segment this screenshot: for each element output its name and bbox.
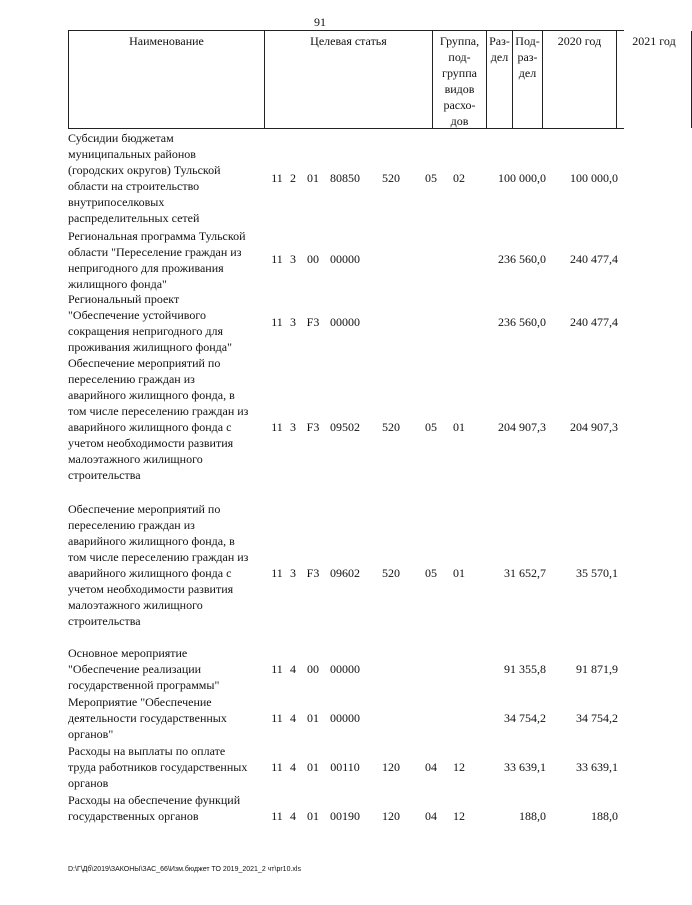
section-code: 04 [425, 809, 437, 823]
target-part-4: 09602 [330, 566, 360, 580]
subsection-code: 12 [453, 760, 465, 774]
value-2021: 34 754,2 [576, 711, 618, 725]
row-name: Региональный проект "Обеспечение устойчивого сокращения непригодного для проживания жилищного фонда" [68, 292, 232, 354]
value-2021: 35 570,1 [576, 566, 618, 580]
header-group [432, 31, 486, 128]
value-2020: 188,0 [519, 809, 546, 823]
target-part-3: 00 [307, 662, 319, 676]
target-part-1: 11 [271, 711, 283, 725]
target-part-1: 11 [271, 171, 283, 185]
row-name: Расходы на выплаты по оплате труда работников государственных органов [68, 744, 248, 790]
target-part-3: 01 [307, 809, 319, 823]
target-part-1: 11 [271, 315, 283, 329]
subsection-code: 02 [453, 171, 465, 185]
target-part-4: 00190 [330, 809, 360, 823]
row-name: Субсидии бюджетам муниципальных районов (городских округов) Тульской области на строительство внутрипоселковых распределительных сетей [68, 131, 221, 225]
header-subsection-label: Под- раз- дел [515, 34, 540, 80]
value-2021: 240 477,4 [570, 315, 618, 329]
value-2021: 188,0 [591, 809, 618, 823]
header-target-label: Целевая статья [310, 34, 387, 48]
header-name [68, 31, 264, 128]
target-part-2: 3 [290, 252, 296, 266]
value-2021: 91 871,9 [576, 662, 618, 676]
target-part-3: F3 [306, 566, 320, 580]
header-section-label: Раз- дел [489, 34, 510, 64]
target-part-1: 11 [271, 566, 283, 580]
group-code: 520 [382, 566, 400, 580]
value-2021: 204 907,3 [570, 420, 618, 434]
value-2021: 33 639,1 [576, 760, 618, 774]
target-part-3: 01 [307, 171, 319, 185]
target-part-4: 00000 [330, 252, 360, 266]
target-part-4: 00000 [330, 662, 360, 676]
target-part-3: 00 [307, 252, 319, 266]
section-code: 05 [425, 171, 437, 185]
value-2020: 204 907,3 [498, 420, 546, 434]
subsection-code: 01 [453, 420, 465, 434]
header-target [264, 31, 432, 128]
row-name: Мероприятие "Обеспечение деятельности государственных органов" [68, 695, 227, 741]
target-part-2: 4 [290, 809, 296, 823]
target-part-2: 3 [290, 315, 296, 329]
value-2020: 34 754,2 [504, 711, 546, 725]
target-part-2: 4 [290, 662, 296, 676]
subsection-code: 01 [453, 566, 465, 580]
value-2020: 100 000,0 [498, 171, 546, 185]
row-name: Расходы на обеспечение функций государственных органов [68, 793, 241, 823]
header-subsection [512, 31, 542, 128]
section-code: 05 [425, 566, 437, 580]
target-part-1: 11 [271, 420, 283, 434]
group-code: 120 [382, 809, 400, 823]
header-group-label: Группа, под- группа видов расхо- дов [439, 34, 480, 128]
row-name: Обеспечение мероприятий по переселению граждан из аварийного жилищного фонда, в том числе переселению граждан из аварийного жилищного фонда с учетом необходимости развития малоэтажного жилищного строительства [68, 356, 249, 482]
value-2021: 240 477,4 [570, 252, 618, 266]
target-part-3: F3 [306, 420, 320, 434]
target-part-1: 11 [271, 760, 283, 774]
target-part-2: 3 [290, 420, 296, 434]
target-part-3: 01 [307, 760, 319, 774]
value-2020: 236 560,0 [498, 252, 546, 266]
section-code: 05 [425, 420, 437, 434]
page-number: 91 [314, 15, 326, 29]
header-2020-label: 2020 год [557, 34, 602, 48]
value-2020: 236 560,0 [498, 315, 546, 329]
group-code: 520 [382, 420, 400, 434]
row-name: Региональная программа Тульской области "Переселение граждан из непригодного для проживания жилищного фонда" [68, 229, 246, 291]
target-part-1: 11 [271, 662, 283, 676]
target-part-4: 00000 [330, 711, 360, 725]
target-part-1: 11 [271, 809, 283, 823]
target-part-4: 00000 [330, 315, 360, 329]
section-code: 04 [425, 760, 437, 774]
target-part-2: 4 [290, 760, 296, 774]
target-part-1: 11 [271, 252, 283, 266]
header-name-label: Наименование [129, 34, 204, 48]
value-2020: 33 639,1 [504, 760, 546, 774]
target-part-2: 3 [290, 566, 296, 580]
header-2021 [616, 31, 692, 128]
group-code: 120 [382, 760, 400, 774]
target-part-4: 09502 [330, 420, 360, 434]
group-code: 520 [382, 171, 400, 185]
row-name: Основное мероприятие "Обеспечение реализации государственной программы" [68, 646, 220, 692]
value-2020: 31 652,7 [504, 566, 546, 580]
file-path-footer: D:\Г\Дб\2019\ЗАКОНЫ\ЗАС_66\Изм.бюджет ТО 2019_2021_2 чт\pr10.xls [68, 866, 301, 873]
value-2021: 100 000,0 [570, 171, 618, 185]
target-part-2: 2 [290, 171, 296, 185]
target-part-4: 80850 [330, 171, 360, 185]
row-name: Обеспечение мероприятий по переселению граждан из аварийного жилищного фонда, в том числе переселению граждан из аварийного жилищного фонда с учетом необходимости развития малоэтажного жилищного строительства [68, 502, 249, 628]
value-2020: 91 355,8 [504, 662, 546, 676]
header-2021-label: 2021 год [632, 34, 676, 48]
table-header [68, 30, 676, 129]
subsection-code: 12 [453, 809, 465, 823]
header-2020 [542, 31, 616, 128]
target-part-2: 4 [290, 711, 296, 725]
target-part-4: 00110 [330, 760, 360, 774]
target-part-3: 01 [307, 711, 319, 725]
target-part-3: F3 [306, 315, 320, 329]
header-section [486, 31, 512, 128]
